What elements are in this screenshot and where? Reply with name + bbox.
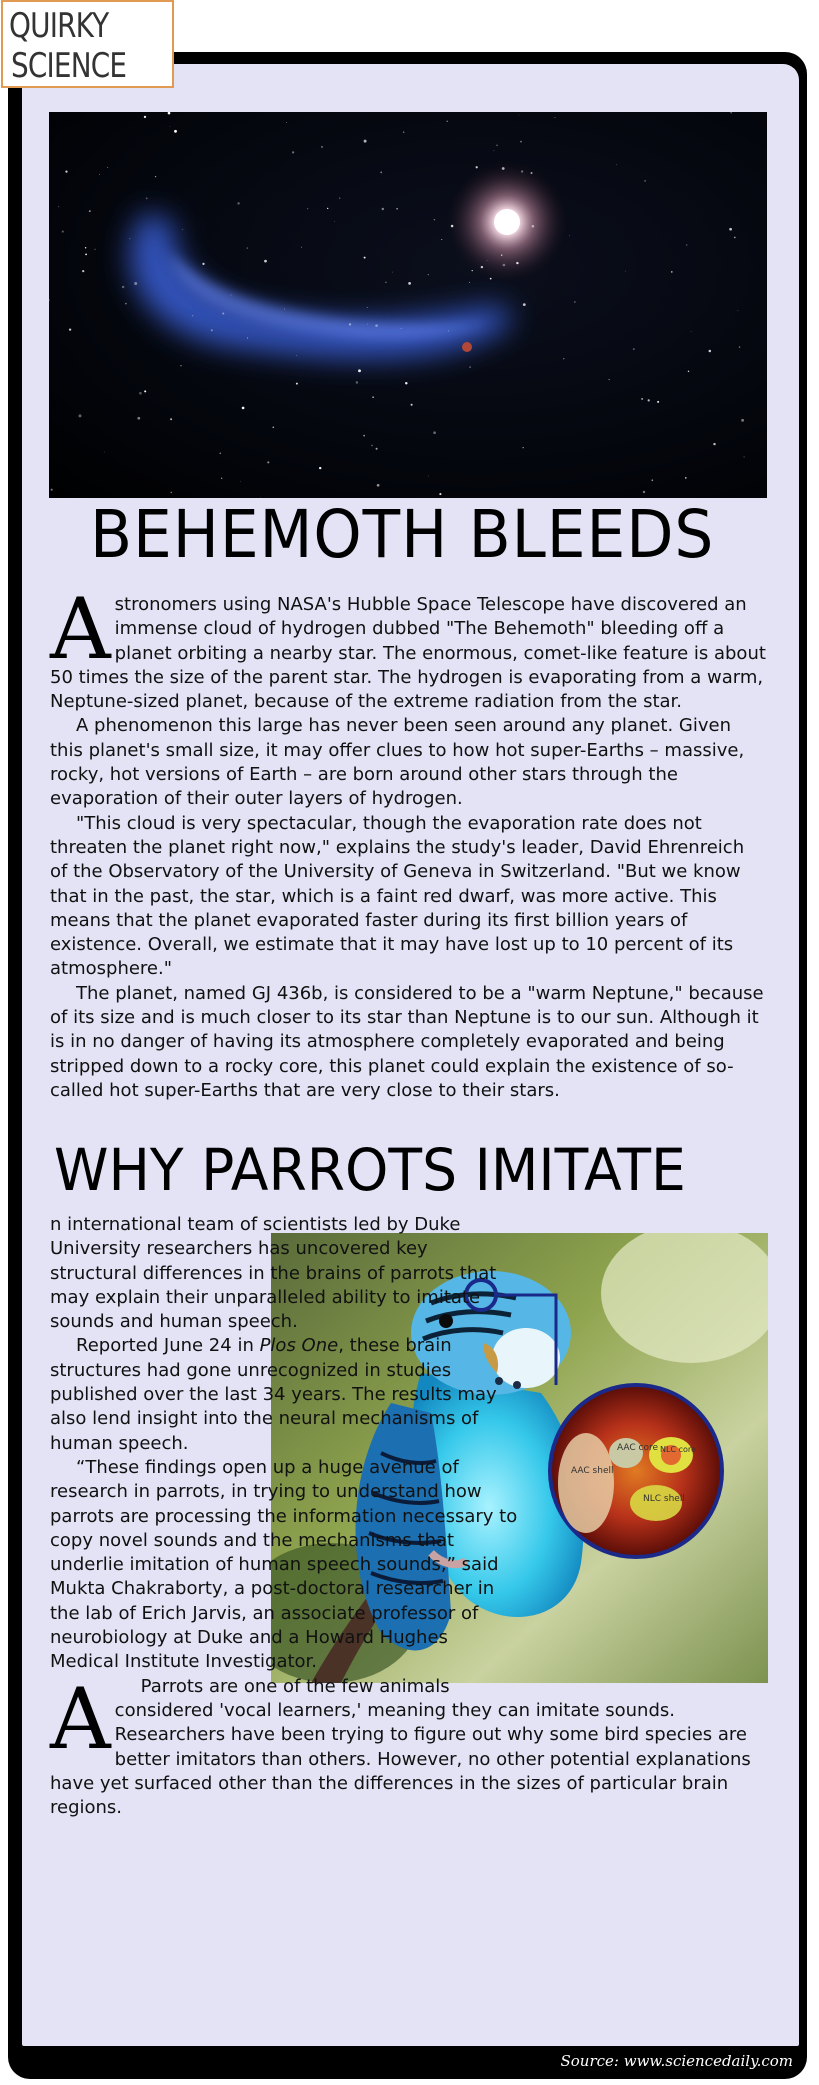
paragraph-4: The planet, named GJ 436b, is considered to be a "warm Neptune," because of its size and is much closer to its star than Neptune is to our sun. Although it is in no danger of having its atmosphere completely evaporated and being stripped down to a rocky core, this planet could explain the existence of so-called hot super-Earths that are very close to their stars. — [50, 982, 764, 1101]
parrot-paragraph-1: A n international team of scientists led by Duke University researchers has uncovered key structural differences in the brains of parrots that may explain their unparalleled ability to imitate sounds and human speech. — [50, 1214, 497, 1768]
star-dot — [472, 270, 473, 271]
star-dot — [267, 461, 269, 463]
star-dot — [307, 208, 308, 209]
star-dot — [356, 381, 358, 383]
star-dot — [713, 443, 715, 445]
star-dot — [202, 263, 204, 265]
star-dot — [65, 170, 67, 172]
star-dot — [523, 447, 524, 448]
star-dot — [744, 456, 745, 457]
star-dot — [286, 122, 287, 123]
star-dot — [104, 452, 105, 453]
star-dot — [447, 121, 448, 122]
star-dot — [396, 208, 398, 210]
star-dot — [170, 418, 172, 420]
star-dot — [49, 299, 50, 301]
star-dot — [146, 198, 148, 200]
star-dot — [319, 467, 321, 469]
star-dot — [222, 313, 224, 315]
star-dot — [272, 426, 274, 428]
star-dot — [296, 383, 298, 385]
star-dot — [643, 491, 645, 493]
label-aac-shell: AAC shell — [571, 1466, 614, 1476]
star-dot — [284, 309, 285, 310]
star-dot — [349, 323, 351, 325]
parrot-paragraph-3: “These findings open up a huge avenue of research in parrots, in trying to understand how parrots are processing the information necessary to copy novel sounds and the mechanisms that underlie imitation of human speech sounds,” said Mukta Chakraborty, a post-doctoral researcher in the lab of Erich Jarvis, an associate professor of neurobiology at Duke and a Howard Hughes Medical Institute Investigator. — [50, 1456, 518, 1673]
star-dot — [671, 271, 673, 273]
star-dot — [292, 151, 294, 153]
star-dot — [502, 167, 505, 170]
star-dot — [688, 371, 689, 372]
star-dot — [490, 278, 492, 280]
star-dot — [170, 126, 171, 127]
star-dot — [376, 448, 378, 450]
star-dot — [428, 476, 429, 477]
star-dot — [380, 172, 382, 174]
article-title-parrots: WHY PARROTS IMITATE — [54, 1136, 686, 1204]
star-dot — [741, 419, 744, 422]
star-dot — [122, 286, 124, 288]
star-dot — [144, 390, 146, 392]
star-dot — [170, 492, 172, 494]
star-dot — [247, 338, 248, 339]
star-dot — [451, 225, 454, 228]
star-dot — [691, 331, 692, 332]
star-dot — [625, 271, 626, 272]
star-dot — [531, 172, 533, 174]
label-nlc-shell: NLC shell — [643, 1494, 685, 1504]
star-dot — [448, 330, 449, 331]
star-dot — [493, 150, 494, 151]
star-dot — [62, 231, 64, 233]
star-dot — [327, 208, 328, 209]
star-dot — [487, 260, 488, 261]
star-dot — [554, 117, 555, 118]
star-dot — [403, 131, 404, 132]
star-dot — [82, 270, 84, 272]
space-illustration — [49, 112, 767, 498]
star-dot — [405, 382, 407, 384]
star-dot — [219, 452, 221, 454]
star-dot — [58, 206, 59, 207]
article-body-behemoth — [50, 580, 766, 1103]
star-dot — [358, 369, 361, 372]
star-dot — [334, 221, 335, 222]
star-dot — [652, 479, 654, 481]
star-dot — [134, 282, 137, 285]
drop-cap-parrots: A — [50, 1670, 111, 1768]
star-dot — [439, 493, 441, 495]
star-dot — [641, 398, 643, 400]
star-dot — [481, 266, 483, 268]
star-dot — [69, 328, 71, 330]
star-dot — [503, 264, 506, 267]
star-dot — [434, 219, 435, 220]
star-dot — [296, 355, 297, 356]
star-dot — [144, 116, 146, 118]
star-dot — [371, 445, 373, 447]
star-dot — [192, 315, 193, 316]
star-dot — [231, 295, 232, 296]
star-dot — [519, 115, 520, 116]
star-dot — [242, 407, 245, 410]
star-dot — [633, 348, 635, 350]
star-dot — [476, 166, 478, 168]
star-dot — [709, 350, 712, 353]
star-dot — [377, 484, 380, 487]
star-dot — [372, 396, 373, 397]
star-dot — [729, 228, 732, 231]
star-dot — [240, 481, 241, 482]
star-dot — [339, 197, 341, 199]
star-dot — [569, 235, 570, 236]
star-dot — [85, 254, 87, 256]
star-dot — [180, 365, 181, 366]
star-dot — [79, 414, 82, 417]
star-dot — [469, 282, 470, 283]
star-dot — [520, 141, 522, 143]
star-dot — [392, 272, 393, 273]
star-dot — [385, 281, 387, 283]
star-dot — [89, 210, 91, 212]
logo-line-2: SCIENCE — [11, 46, 127, 86]
star-dot — [648, 399, 650, 401]
star-dot — [264, 260, 267, 263]
star-dot — [738, 310, 739, 311]
paragraph-3: "This cloud is very spectacular, though the evaporation rate does not threaten the planet right now," explains the study's leader, David Ehrenreich of the Observatory of the University of Geneva in Switzerland. "But we know that in the past, the star, which is a faint red dwarf, was more active. This means that the planet evaporated faster during its first billion years of existence. Overall, we estimate that it may have lost up to 10 percent of its atmosphere." — [50, 812, 745, 980]
star-dot — [523, 303, 526, 306]
star-dot — [441, 239, 442, 240]
star-dot — [496, 145, 498, 147]
drop-cap: A — [50, 580, 111, 678]
star-dot — [375, 324, 378, 327]
star-dot — [428, 274, 429, 275]
star-dot — [408, 282, 411, 285]
star-dot — [363, 435, 365, 437]
star-dot — [657, 401, 659, 403]
star-dot — [686, 244, 687, 245]
star-dot — [211, 329, 213, 331]
star-dot — [137, 417, 140, 420]
star-dot — [139, 392, 142, 395]
star-dot — [168, 112, 171, 114]
star-dot — [182, 229, 183, 230]
star-dot — [469, 366, 471, 368]
label-nlc-core: NLC core — [660, 1445, 696, 1454]
star-dot — [301, 247, 302, 248]
star-dot — [125, 303, 127, 305]
star-dot — [174, 130, 177, 133]
star-dot — [221, 478, 222, 479]
label-aac-core: AAC core — [617, 1443, 659, 1453]
source-credit: Source: www.sciencedaily.com — [560, 2052, 793, 2070]
star-dot — [609, 379, 610, 380]
star-dot — [532, 225, 535, 228]
article-title-behemoth: BEHEMOTH BLEEDS — [90, 496, 715, 573]
star-dot — [563, 358, 564, 359]
star-dot — [321, 146, 323, 148]
star-dot — [382, 208, 384, 210]
journal-name: Plos One — [259, 1335, 339, 1357]
star-dot — [433, 431, 436, 434]
star-dot — [85, 247, 86, 248]
logo-line-1: QUIRKY — [9, 6, 109, 46]
star-dot — [364, 257, 366, 259]
paragraph-2: A phenomenon this large has never been seen around any planet. Given this planet's small size, it may offer clues to how hot super-Earths – massive, rocky, hot versions of Earth – are born around other stars through the evaporation of their outer layers of hydrogen. — [50, 715, 745, 810]
star-dot — [94, 249, 95, 250]
article-body-parrots — [50, 1213, 766, 1820]
star-dot — [364, 140, 367, 143]
star-dot — [155, 176, 156, 177]
star-dot — [734, 237, 736, 239]
star-dot — [521, 170, 523, 172]
star-dot — [367, 307, 368, 308]
parrot-paragraph-2: Reported June 24 in Plos One, these brain structures had gone unrecognized in studies published over the last 34 years. The results may also lend insight into the neural mechanisms of human speech. — [50, 1335, 497, 1454]
star-dot — [501, 254, 502, 255]
star-dot — [247, 247, 248, 248]
star-dot — [616, 164, 617, 165]
star-dot — [411, 404, 413, 406]
paragraph-1: Astronomers using NASA's Hubble Space Telescope have discovered an immense cloud of hydrogen dubbed "The Behemoth" bleeding off a planet orbiting a nearby star. The enormous, comet-like feature is about 50 times the size of the parent star. The hydrogen is evaporating from a warm, Neptune-sized planet, because of the extreme radiation from the star. — [50, 580, 766, 713]
star-dot — [107, 167, 108, 168]
quirky-science-logo — [1, 0, 174, 88]
star-dot — [644, 180, 645, 181]
behemoth-space-image — [49, 112, 767, 498]
star-dot — [367, 324, 368, 325]
star-dot — [574, 301, 575, 302]
star-dot — [129, 238, 130, 239]
star-dot — [685, 477, 687, 479]
star-dot — [237, 202, 239, 204]
star-dot — [99, 174, 100, 175]
parrot-paragraph-4: Parrots are one of the few animals considered 'vocal learners,' meaning they can imitate sounds. Researchers have been trying to figure out why some bird species are better imitators than others. However, no other potential explanations have yet surfaced other than the differences in the sizes of particular brain regions. — [50, 1675, 751, 1819]
star-dot — [401, 328, 402, 329]
star-dot — [739, 346, 740, 347]
star-dot — [730, 112, 731, 113]
star-dot — [516, 262, 518, 264]
star-dot — [51, 489, 53, 491]
